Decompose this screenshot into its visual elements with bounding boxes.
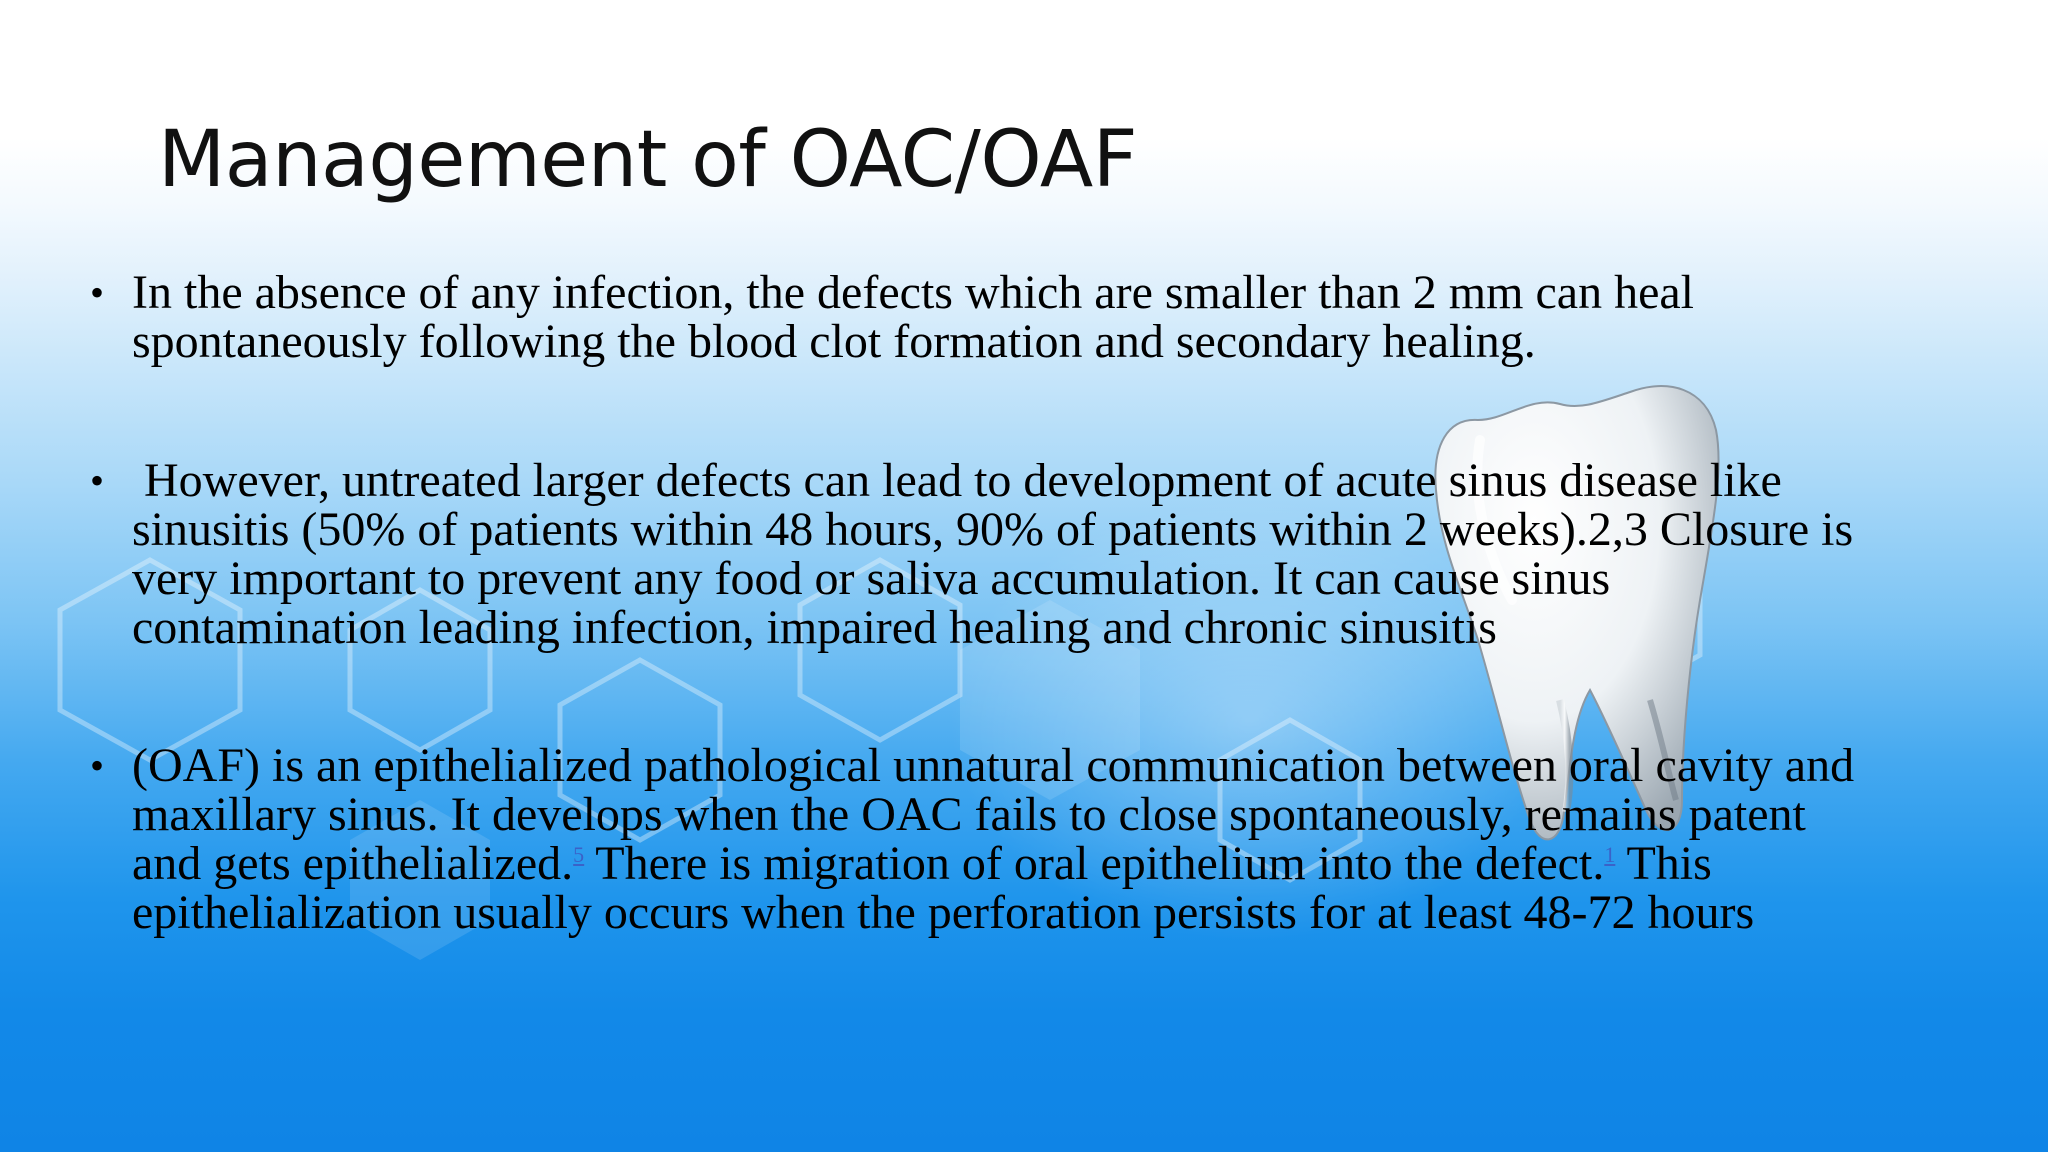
- bullet-text: There is migration of oral epithelium into the defect.: [584, 837, 1605, 890]
- bullet-list: [90, 268, 1870, 937]
- bullet-icon: •: [90, 458, 105, 503]
- bullet-text: This epithelialization usually occurs when the perforation persists for at least 48-72 hours: [132, 837, 1755, 939]
- bullet-text: In the absence of any infection, the defects which are smaller than 2 mm can heal spontaneously following the blood clot formation and secondary healing.: [132, 266, 1695, 368]
- bullet-item: [90, 268, 1870, 366]
- bullet-text: However, untreated larger defects can lead to development of acute sinus disease like sinusitis (50% of patients within 48 hours, 90% of patients within 2 weeks).2,3 Closure is very important to prevent any food or saliva accumulation. It can cause sinus contamination leading infection, impaired healing and chronic sinusitis: [132, 454, 1866, 654]
- bullet-item: [90, 741, 1870, 937]
- bullet-icon: •: [90, 270, 105, 315]
- bullet-item: [90, 456, 1870, 652]
- reference-link-1[interactable]: 1: [1604, 842, 1616, 867]
- reference-link-5[interactable]: 5: [573, 842, 585, 867]
- slide-title: Management of OAC/OAF: [158, 115, 1138, 205]
- bullet-icon: •: [90, 743, 105, 788]
- bullet-text: (OAF) is an epithelialized pathological unnatural communication between oral cavity and maxillary sinus. It develops when the OAC fails to close spontaneously, remains patent and gets epithelialized.: [132, 739, 1855, 890]
